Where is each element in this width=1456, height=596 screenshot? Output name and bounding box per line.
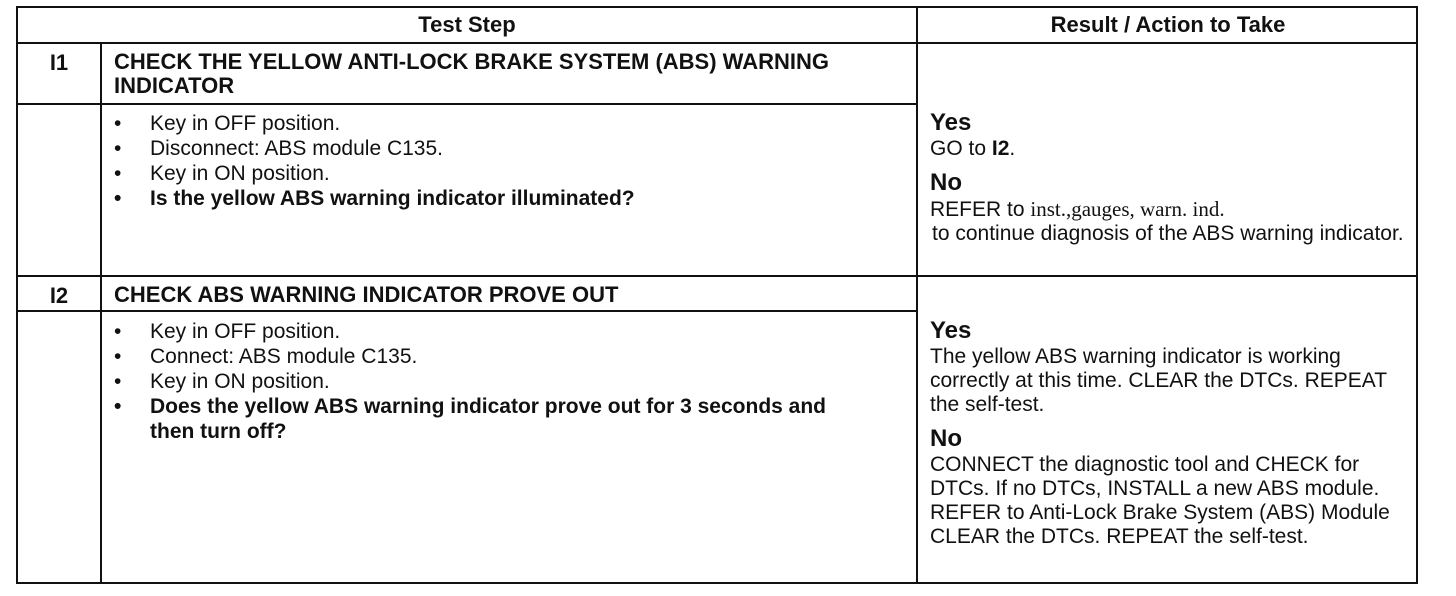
- bullet-item: • Connect: ABS module C135.: [114, 344, 904, 369]
- yes-action-text: GO to: [930, 137, 992, 160]
- step-number-divider: [100, 44, 102, 582]
- no-action: CONNECT the diagnostic tool and CHECK for DTCs. If no DTCs, INSTALL a new ABS module. REFER to Anti-Lock Brake System (ABS) Module: [930, 453, 1390, 524]
- step-title-i1: CHECK THE YELLOW ANTI-LOCK BRAKE SYSTEM (ABS) WARNING INDICATOR: [114, 49, 829, 98]
- i1-title-divider: [18, 103, 916, 105]
- no-action-followup: CLEAR the DTCs. REPEAT the self-test.: [930, 525, 1309, 548]
- reference-link: inst.,gauges, warn. ind.: [1030, 197, 1225, 221]
- result-i1: [930, 109, 1418, 246]
- yes-action: [930, 137, 1418, 161]
- bullet-item: • Disconnect: ABS module C135.: [114, 136, 904, 161]
- step-question-i1: • Is the yellow ABS warning indicator illuminated?: [114, 186, 904, 211]
- step-id-i2: I2: [49, 283, 69, 308]
- row-divider: [18, 275, 1416, 277]
- i2-title-divider: [18, 310, 916, 312]
- yes-action: The yellow ABS warning indicator is working correctly at this time. CLEAR the DTCs. REPEAT the self-test.: [930, 345, 1387, 416]
- no-action: [930, 197, 1418, 246]
- no-action-text: REFER to: [930, 198, 1031, 221]
- step-id-i1: I1: [49, 50, 69, 75]
- header-result-action: Result / Action to Take: [1050, 12, 1286, 37]
- result-i2: [930, 317, 1418, 549]
- column-divider: [916, 8, 918, 582]
- bullet-item: • Key in ON position.: [114, 369, 904, 394]
- step-bullets-i2: [114, 319, 904, 444]
- no-label: No: [930, 169, 962, 196]
- step-question-i2: • Does the yellow ABS warning indicator prove out for 3 seconds and then turn off?: [114, 394, 840, 444]
- header-test-step: Test Step: [418, 12, 516, 37]
- bullet-item: • Key in OFF position.: [114, 319, 904, 344]
- bullet-item: • Key in OFF position.: [114, 111, 904, 136]
- no-action-suffix: to continue diagnosis of the ABS warning indicator.: [932, 222, 1404, 245]
- diagnostic-table: [16, 6, 1418, 584]
- step-title-i2: CHECK ABS WARNING INDICATOR PROVE OUT: [114, 282, 619, 307]
- yes-label: Yes: [930, 109, 972, 136]
- yes-action-suffix: .: [1009, 137, 1016, 160]
- goto-step-link: I2: [991, 137, 1010, 160]
- no-label: No: [930, 425, 962, 452]
- step-bullets-i1: [114, 111, 904, 211]
- yes-label: Yes: [930, 317, 972, 344]
- bullet-item: • Key in ON position.: [114, 161, 904, 186]
